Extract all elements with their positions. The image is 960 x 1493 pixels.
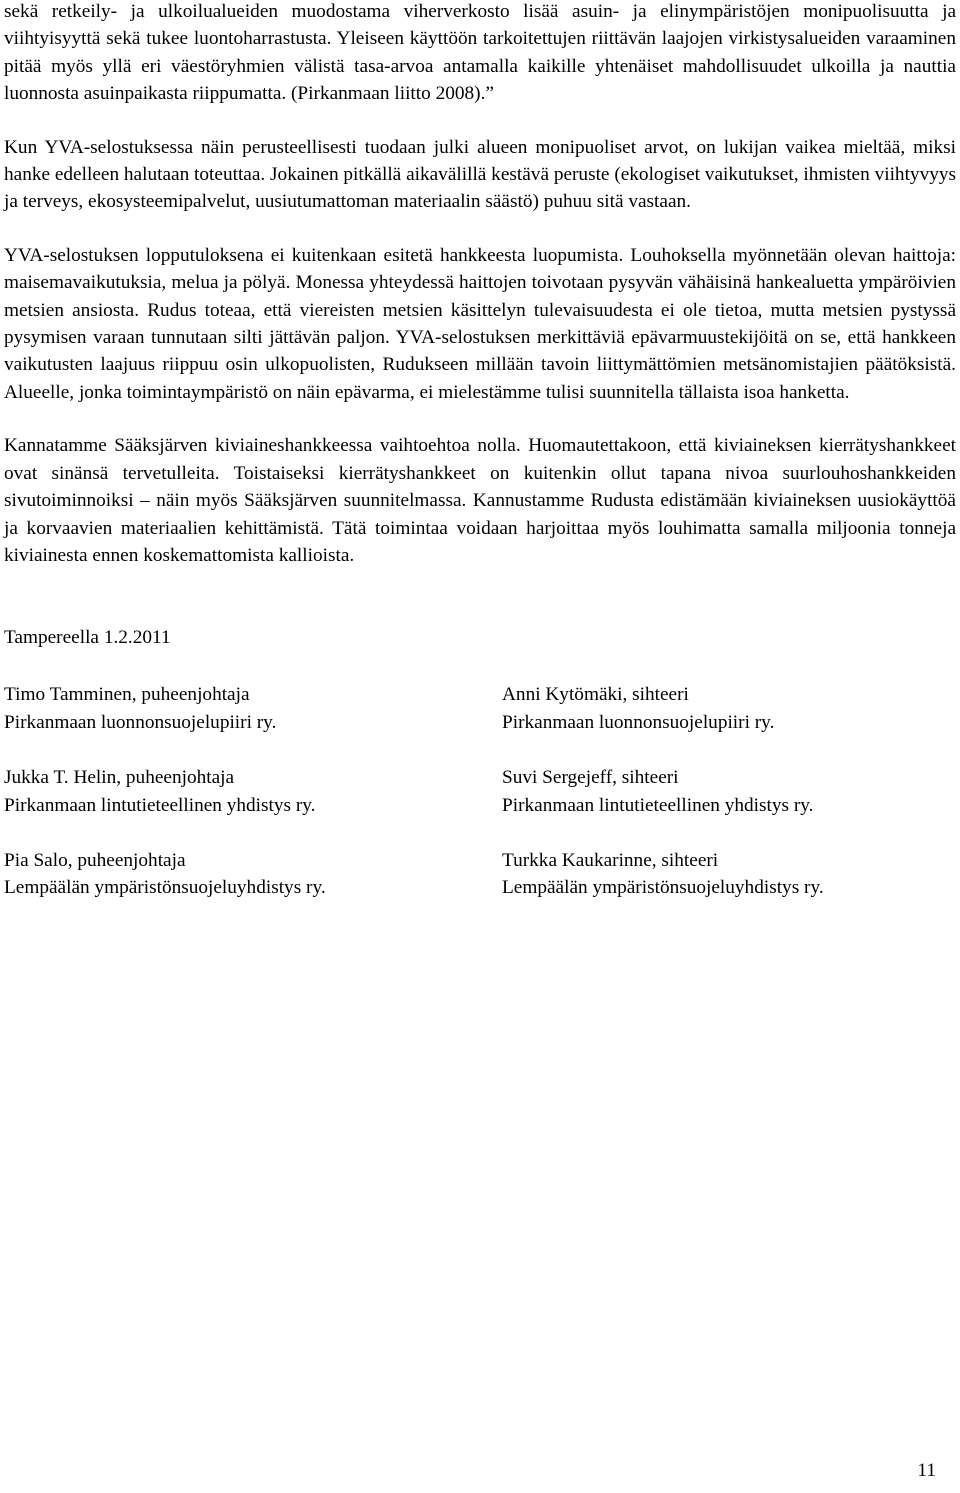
signatory-name: Turkka Kaukarinne, sihteeri [502, 849, 719, 871]
signatory-organization: Pirkanmaan lintutieteellinen yhdistys ry. [502, 794, 814, 816]
signature-block [4, 681, 956, 901]
page-number: 11 [917, 1460, 936, 1481]
signatory-organization: Pirkanmaan luonnonsuojelupiiri ry. [4, 711, 277, 733]
signatory-organization: Lempäälän ympäristönsuojeluyhdistys ry. [4, 877, 326, 899]
signatory-organization: Lempäälän ympäristönsuojeluyhdistys ry. [502, 877, 824, 899]
signatory [502, 764, 956, 819]
signatory [4, 764, 502, 819]
signatory-name: Suvi Sergejeff, sihteeri [502, 767, 679, 789]
signatory [4, 847, 502, 902]
paragraph: Kannatamme Sääksjärven kiviaineshankkeessa vaihtoehtoa nolla. Huomautettakoon, että kiviaineksen kierrätyshankkeet ovat sinänsä tervetulleita. Toistaiseksi kierrätyshankkeet on kuitenkin ollut tapana nivoa suurlouhoshankkeiden sivutoiminnoiksi – näin myös Sääksjärven suunnitelmassa. Kannustamme Rudusta edistämään kiviaineksen uusiokäyttöä ja korvaavien materiaalien kehittämistä. Tätä toimintaa voidaan harjoittaa myös louhimatta samalla miljoonia tonneja kiviainesta ennen koskemattomista kallioista. [4, 435, 956, 566]
signatory-name: Jukka T. Helin, puheenjohtaja [4, 767, 235, 789]
signatory-name: Pia Salo, puheenjohtaja [4, 849, 186, 871]
paragraph: sekä retkeily- ja ulkoilualueiden muodostama viherverkosto lisää asuin- ja elinympäristöjen monipuolisuutta ja viihtyisyyttä sekä tukee luontoharrastusta. Yleiseen käyttöön tarkoitettujen riittävän laajojen virkistysalueiden varaaminen pitää myös yllä eri väestöryhmien välistä tasa-arvoa antamalla kaikille yhtenäiset mahdollisuudet ulkoilla ja nauttia luonnosta asuinpaikasta riippumatta. (Pirkanmaan liitto 2008).” [4, 1, 956, 105]
document-body [4, 0, 956, 902]
signatory [502, 681, 956, 736]
place-and-date: Tampereella 1.2.2011 [4, 627, 171, 649]
signatory-name: Timo Tamminen, puheenjohtaja [4, 684, 250, 706]
signatory-organization: Pirkanmaan luonnonsuojelupiiri ry. [502, 711, 775, 733]
signatory [4, 681, 502, 736]
signatory-organization: Pirkanmaan lintutieteellinen yhdistys ry. [4, 794, 316, 816]
paragraph: YVA-selostuksen lopputuloksena ei kuitenkaan esitetä hankkeesta luopumista. Louhoksella myönnetään olevan haittoja: maisemavaikutuksia, melua ja pölyä. Monessa yhteydessä haittojen toivotaan pysyvän vähäisinä hankealuetta ympäröivien metsien ansiosta. Rudus toteaa, että viereisten metsien käsittelyn tulevaisuudesta ei ole tietoa, mutta metsien pystyssä pysymisen varaan tunnutaan silti jättävän paljon. YVA-selostuksen merkittäviä epävarmuustekijöitä on se, että hankkeen vaikutusten laajuus riippuu osin ulkopuolisten, Rudukseen millään tavoin liittymättömien metsänomistajien päätöksistä. Alueelle, jonka toimintaympäristö on näin epävarma, ei mielestämme tulisi suunnitella tällaista isoa hanketta. [4, 244, 956, 403]
signatory-name: Anni Kytömäki, sihteeri [502, 684, 689, 706]
signatory [502, 847, 956, 902]
paragraph: Kun YVA-selostuksessa näin perusteellisesti tuodaan julki alueen monipuoliset arvot, on lukijan vaikea mieltää, miksi hanke edelleen halutaan toteuttaa. Jokainen pitkällä aikavälillä kestävä peruste (ekologiset vaikutukset, ihmisten viihtyvyys ja terveys, ekosysteemipalvelut, uusiutumattoman materiaalin säästö) puhuu sitä vastaan. [4, 136, 956, 213]
